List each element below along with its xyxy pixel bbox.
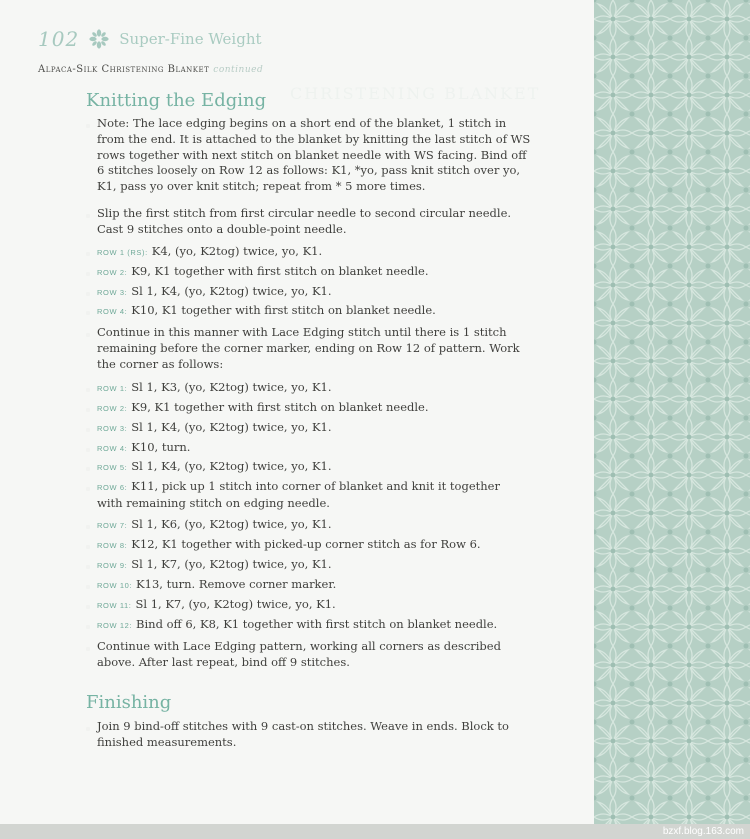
bullet-marker	[86, 448, 90, 452]
bleed-through-text: CHRISTENING BLANKET	[290, 84, 541, 103]
pattern-row	[97, 264, 547, 281]
bullet-marker	[86, 605, 90, 609]
pattern-row	[97, 303, 547, 320]
bullet-marker	[86, 487, 90, 491]
row-instruction: K11, pick up 1 stitch into corner of blanket and knit it together with remaining stitch on edging needle.	[97, 479, 500, 510]
pattern-row	[97, 597, 547, 614]
final-instruction: Continue with Lace Edging pattern, working all corners as described above. After last repeat, bind off 9 stitches.	[97, 639, 501, 669]
row-label: ROW 6:	[97, 483, 128, 492]
flower-icon	[89, 29, 109, 49]
row-instruction: K12, K1 together with picked-up corner stitch as for Row 6.	[131, 537, 481, 551]
scan-bottom-strip	[0, 824, 750, 839]
pattern-row	[97, 380, 547, 397]
row-label: ROW 1:	[97, 384, 128, 393]
bullet-marker	[86, 292, 90, 296]
row-instruction: Sl 1, K7, (yo, K2tog) twice, yo, K1.	[131, 557, 332, 571]
bullet-marker	[86, 272, 90, 276]
row-label: ROW 5:	[97, 463, 128, 472]
row-instruction: Sl 1, K4, (yo, K2tog) twice, yo, K1.	[131, 420, 332, 434]
bullet-marker	[86, 525, 90, 529]
bullet-marker	[86, 124, 90, 128]
row-instruction: K9, K1 together with first stitch on blanket needle.	[131, 400, 429, 414]
pattern-row	[97, 420, 547, 437]
bullet-marker	[86, 545, 90, 549]
bullet-marker	[86, 214, 90, 218]
edging-note: Note: The lace edging begins on a short end of the blanket, 1 stitch in from the end. It is attached to the blanket by knitting the last stitch of WS rows together with next stitch on blanket needle with WS facing. Bind off 6 stitches loosely on Row 12 as follows: K1, *yo, pass knit stitch over yo, K1, pass yo over knit stitch; repeat from * 5 more times.	[97, 116, 531, 194]
running-head	[38, 28, 262, 50]
pattern-row	[97, 244, 547, 261]
bullet-marker	[86, 333, 90, 337]
floral-pattern-icon	[594, 0, 750, 824]
chapter-title: Super-Fine Weight	[119, 30, 262, 48]
continue-instruction: Continue in this manner with Lace Edging stitch until there is 1 stitch remaining before the corner marker, ending on Row 12 of pattern. Work the corner as follows:	[97, 325, 520, 371]
bullet-marker	[86, 467, 90, 471]
row-label: ROW 9:	[97, 561, 128, 570]
finishing-instruction: Join 9 bind-off stitches with 9 cast-on stitches. Weave in ends. Block to finished measurements.	[97, 719, 509, 749]
row-label: ROW 12:	[97, 621, 133, 630]
bullet-marker	[86, 585, 90, 589]
row-label: ROW 2:	[97, 404, 128, 413]
bullet-marker	[86, 428, 90, 432]
row-instruction: K10, turn.	[131, 440, 191, 454]
row-instruction: K9, K1 together with first stitch on blanket needle.	[131, 264, 429, 278]
section-heading-edging: Knitting the Edging	[86, 90, 267, 111]
row-label: ROW 4:	[97, 307, 128, 316]
row-instruction: Sl 1, K6, (yo, K2tog) twice, yo, K1.	[131, 517, 332, 531]
pattern-name-heading	[38, 64, 263, 75]
bullet-marker	[86, 408, 90, 412]
bullet-marker	[86, 727, 90, 731]
page-number: 102	[38, 27, 80, 51]
slip-instruction: Slip the first stitch from first circular needle to second circular needle. Cast 9 stitches onto a double-point needle.	[97, 206, 512, 236]
pattern-name: Alpaca-Silk Christening Blanket	[38, 64, 210, 75]
row-label: ROW 1 (RS):	[97, 248, 148, 257]
row-instruction: K10, K1 together with first stitch on blanket needle.	[131, 303, 436, 317]
row-instruction: Bind off 6, K8, K1 together with first stitch on blanket needle.	[136, 617, 498, 631]
pattern-row	[97, 440, 547, 457]
watermark: bzxf.blog.163.com	[662, 826, 744, 837]
bullet-marker	[86, 311, 90, 315]
pattern-row	[97, 517, 547, 534]
bullet-marker	[86, 565, 90, 569]
row-label: ROW 8:	[97, 541, 128, 550]
pattern-row	[97, 459, 547, 476]
section-heading-finishing: Finishing	[86, 692, 172, 713]
bullet-marker	[86, 388, 90, 392]
pattern-row	[97, 617, 547, 634]
row-instruction: Sl 1, K4, (yo, K2tog) twice, yo, K1.	[131, 284, 332, 298]
pattern-row	[97, 557, 547, 574]
decorative-sidebar	[594, 0, 750, 824]
row-instruction: Sl 1, K7, (yo, K2tog) twice, yo, K1.	[135, 597, 336, 611]
row-label: ROW 7:	[97, 521, 128, 530]
pattern-row	[97, 284, 547, 301]
row-instruction: K4, (yo, K2tog) twice, yo, K1.	[151, 244, 323, 258]
pattern-row	[97, 400, 547, 417]
pattern-row	[97, 577, 547, 594]
continued-label: continued	[213, 65, 264, 75]
pattern-row	[97, 479, 517, 512]
row-label: ROW 10:	[97, 581, 133, 590]
bullet-marker	[86, 625, 90, 629]
bullet-marker	[86, 252, 90, 256]
row-instruction: Sl 1, K4, (yo, K2tog) twice, yo, K1.	[131, 459, 332, 473]
row-instruction: Sl 1, K3, (yo, K2tog) twice, yo, K1.	[131, 380, 332, 394]
row-label: ROW 3:	[97, 288, 128, 297]
row-label: ROW 3:	[97, 424, 128, 433]
row-instruction: K13, turn. Remove corner marker.	[136, 577, 337, 591]
pattern-row	[97, 537, 547, 554]
bullet-marker	[86, 647, 90, 651]
row-label: ROW 4:	[97, 444, 128, 453]
row-label: ROW 11:	[97, 601, 132, 610]
row-label: ROW 2:	[97, 268, 128, 277]
